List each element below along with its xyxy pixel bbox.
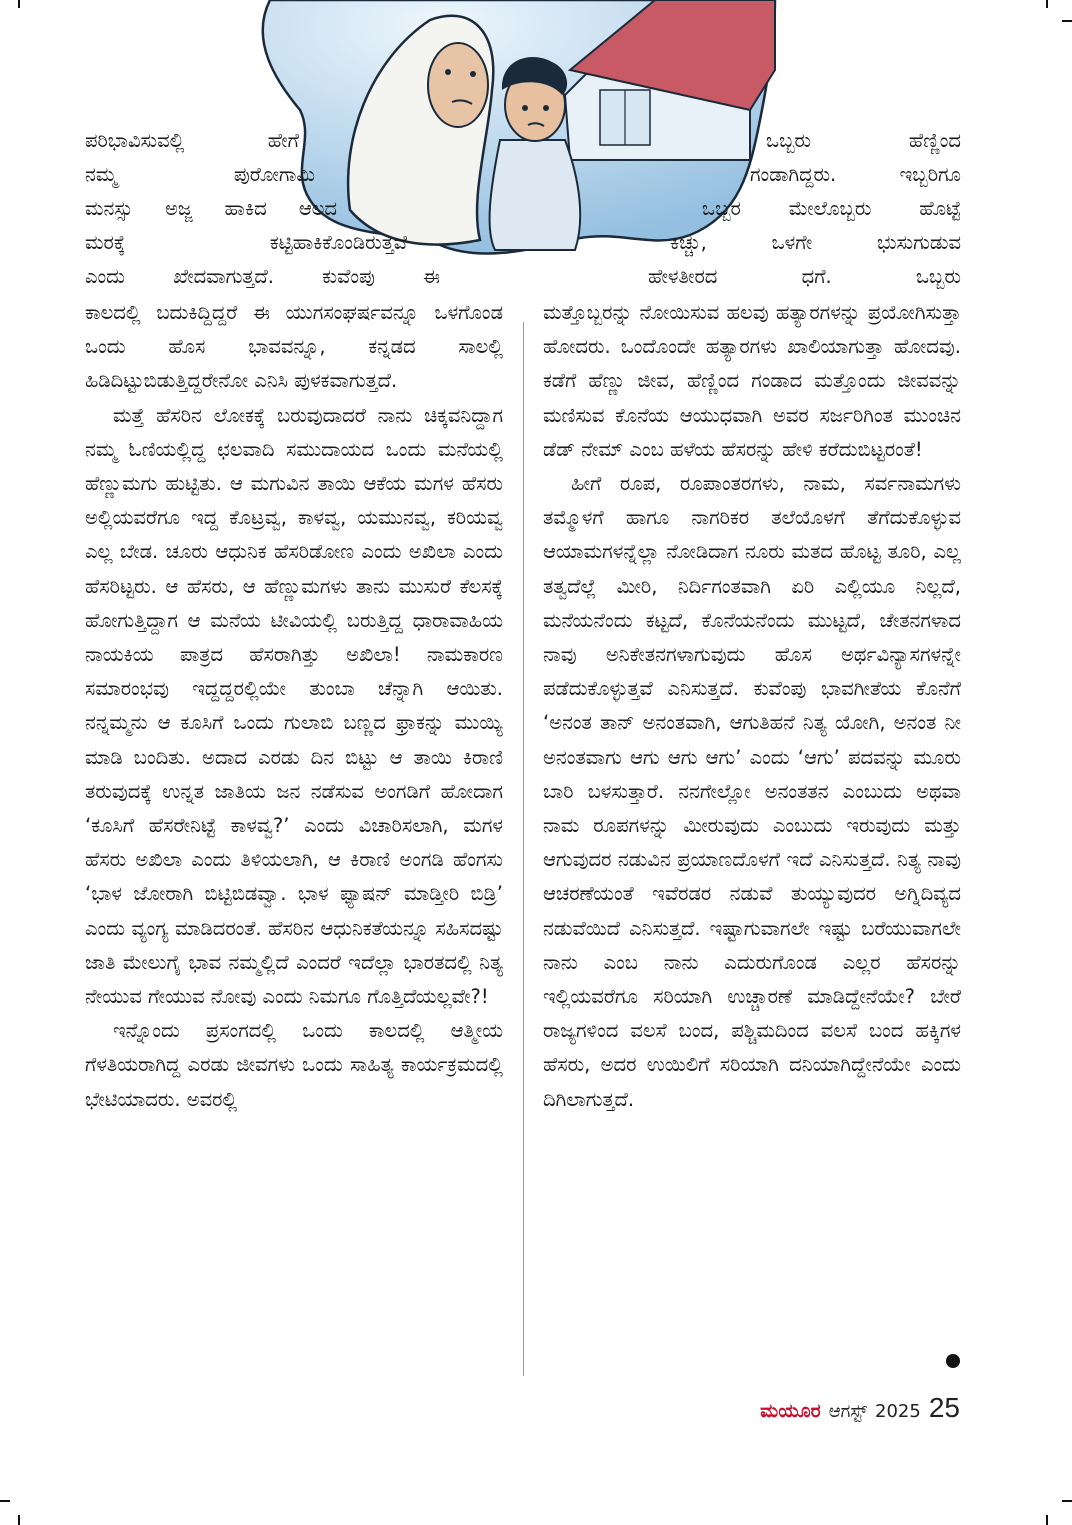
right-top-line: ಗಂಡಾಗಿದ್ದರು. ಇಬ್ಬರಿಗೂ bbox=[750, 163, 961, 186]
right-top-line: ಹೇಳತೀರದ ಧಗೆ. ಒಬ್ಬರು bbox=[648, 265, 961, 288]
paragraph: ಹೀಗೆ ರೂಪ, ರೂಪಾಂತರಗಳು, ನಾಮ, ಸರ್ವನಾಮಗಳು ತಮ್ಮೊಳಗೆ ಹಾಗೂ ನಾಗರಿಕರ ತಲೆಯೊಳಗೆ ತೆಗೆದುಕೊಳ್ಳುವ ಆಯಾಮಗಳನ್ನೆಲ್ಲಾ ನೋಡಿದಾಗ ನೂರು ಮತದ ಹೊಟ್ಟ ತೂರಿ, ಎಲ್ಲ ತತ್ವದೆಲ್ಲೆ ಮೀರಿ, ನಿರ್ದಿಗಂತವಾಗಿ ಏರಿ ಎಲ್ಲಿಯೂ ನಿಲ್ಲದೆ, ಮನೆಯನೆಂದು ಕಟ್ಟದೆ, ಕೊನೆಯನೆಂದು ಮುಟ್ಟದೆ, ಚೇತನಗಳಾದ ನಾವು ಅನಿಕೇತನಗಳಾಗುವುದು ಹೊಸ ಅರ್ಥವಿನ್ಯಾಸಗಳನ್ನೇ ಪಡೆದುಕೊಳ್ಳುತ್ತವೆ ಎನಿಸುತ್ತದೆ. ಕುವೆಂಪು ಭಾವಗೀತೆಯ ಕೊನೆಗೆ ‘ಅನಂತ ತಾನ್ ಅನಂತವಾಗಿ, ಆಗುತಿಹನೆ ನಿತ್ಯ ಯೋಗಿ, ಅನಂತ ನೀ ಅನಂತವಾಗು ಆಗು ಆಗು ಆಗು’ ಎಂದು ‘ಆಗು’ ಪದವನ್ನು ಮೂರು ಬಾರಿ ಬಳಸುತ್ತಾರೆ. ನನಗೇಲ್ಲೋ ಅನಂತತನ ಎಂಬುದು ಅಥವಾ ನಾಮ ರೂಪಗಳನ್ನು ಮೀರುವುದು ಎಂಬುದು ಇರುವುದು ಮತ್ತು ಆಗುವುದರ ನಡುವಿನ ಪ್ರಯಾಣದೊಳಗೆ ಇದೆ ಎನಿಸುತ್ತದೆ. ನಿತ್ಯ ನಾವು ಆಚರಣೆಯಂತೆ ಇವೆರಡರ ನಡುವೆ ತುಯ್ಯುವುದರ ಅಗ್ನಿದಿವ್ಯದ ನಡುವೆಯಿದೆ ಎನಿಸುತ್ತದೆ. ಇಷ್ಟಾಗುವಾಗಲೇ ಇಷ್ಟು ಬರೆಯುವಾಗಲೇ ನಾನು ಎಂಬ ನಾನು ಎದುರುಗೊಂಡ ಎಲ್ಲರ ಹೆಸರನ್ನು ಇಲ್ಲಿಯವರೆಗೂ ಸರಿಯಾಗಿ ಉಚ್ಚಾರಣೆ ಮಾಡಿದ್ದೇನೆಯೇ? ಬೇರೆ ರಾಜ್ಯಗಳಿಂದ ವಲಸೆ ಬಂದ, ಪಶ್ಚಿಮದಿಂದ ವಲಸೆ ಬಂದ ಹಕ್ಕಿಗಳ ಹೆಸರು, ಅದರ ಉಯಿಲಿಗೆ ಸರಿಯಾಗಿ ದನಿಯಾಗಿದ್ದೇನೆಯೇ ಎಂದು ದಿಗಿಲಾಗುತ್ತದೆ. bbox=[543, 472, 961, 1111]
end-bullet-icon bbox=[946, 1354, 960, 1368]
paragraph: ಇನ್ನೊಂದು ಪ್ರಸಂಗದಲ್ಲಿ ಒಂದು ಕಾಲದಲ್ಲಿ ಆತ್ಮೀಯ ಗೆಳತಿಯರಾಗಿದ್ದ ಎರಡು ಜೀವಗಳು ಒಂದು ಸಾಹಿತ್ಯ ಕಾರ್ಯಕ್ರಮದಲ್ಲಿ ಭೇಟಿಯಾದರು. ಅವರಲ್ಲಿ bbox=[85, 1019, 503, 1111]
right-top-line: ಒಬ್ಬರ ಮೇಲೊಬ್ಬರು ಹೊಟ್ಟೆ bbox=[702, 197, 961, 220]
left-top-line: ನಮ್ಮ ಪುರೋಗಾಮಿ bbox=[85, 163, 315, 186]
crop-mark bbox=[18, 0, 20, 8]
page-footer bbox=[760, 1392, 960, 1424]
crop-mark bbox=[1046, 0, 1048, 8]
crop-mark bbox=[1046, 1515, 1048, 1525]
left-top-line: ಪರಿಭಾವಿಸುವಲ್ಲಿ ಹೇಗೆ bbox=[85, 129, 299, 152]
issue-month: ಆಗಸ್ಟ್ bbox=[828, 1401, 868, 1422]
column-divider bbox=[523, 322, 524, 1376]
right-column bbox=[543, 296, 961, 1117]
crop-mark bbox=[18, 1515, 20, 1525]
left-top-line: ಮರಕ್ಕೆ ಕಟ್ಟಿಹಾಕಿಕೊಂಡಿರುತ್ತವೆ bbox=[85, 231, 407, 254]
crop-mark bbox=[1062, 1500, 1072, 1502]
crop-mark bbox=[0, 1500, 10, 1502]
paragraph: ಮತ್ತೊಬ್ಬರನ್ನು ನೋಯಿಸುವ ಹಲವು ಹತ್ಯಾರಗಳನ್ನು ಪ್ರಯೋಗಿಸುತ್ತಾ ಹೋದರು. ಒಂದೊಂದೇ ಹತ್ಯಾರಗಳು ಖಾಲಿಯಾಗುತ್ತಾ ಹೋದವು. ಕಡೆಗೆ ಹೆಣ್ಣು ಜೀವ, ಹೆಣ್ಣಿಂದ ಗಂಡಾದ ಮತ್ತೊಂದು ಜೀವವನ್ನು ಮಣಿಸುವ ಕೊನೆಯ ಆಯುಧವಾಗಿ ಅವರ ಸರ್ಜರಿಗಿಂತ ಮುಂಚಿನ ಡೆಡ್ ನೇಮ್ ಎಂಬ ಹಳೆಯ ಹೆಸರನ್ನು ಹೇಳಿ ಕರೆದುಬಿಟ್ಟರಂತೆ! bbox=[543, 301, 961, 461]
right-top-line: ಒಬ್ಬರು ಹೆಣ್ಣಿಂದ bbox=[766, 129, 961, 152]
left-top-line: ಎಂದು ಖೇದವಾಗುತ್ತದೆ. ಕುವೆಂಪು ಈ bbox=[85, 265, 440, 288]
crop-mark bbox=[1062, 20, 1072, 22]
page-number: 25 bbox=[928, 1392, 960, 1423]
magazine-logo: ಮಯೂರ bbox=[760, 1400, 821, 1422]
right-top-line: ಕಿಚ್ಚು, ಒಳಗೇ ಭುಸುಗುಡುವ bbox=[670, 231, 961, 254]
issue-year: 2025 bbox=[875, 1401, 921, 1422]
left-column bbox=[85, 296, 503, 1117]
paragraph: ಕಾಲದಲ್ಲಿ ಬದುಕಿದ್ದಿದ್ದರೆ ಈ ಯುಗಸಂಘರ್ಷವನ್ನೂ ಒಳಗೊಂಡ ಒಂದು ಹೊಸ ಭಾವವನ್ನೂ, ಕನ್ನಡದ ಸಾಲಲ್ಲಿ ಹಿಡಿದಿಟ್ಟುಬಿಡುತ್ತಿದ್ದರೇನೋ ಎನಿಸಿ ಪುಳಕವಾಗುತ್ತದೆ. bbox=[85, 301, 503, 393]
left-top-line: ಮನಸ್ಸು ಅಜ್ಜ ಹಾಕಿದ ಆಲದ bbox=[85, 197, 337, 220]
paragraph: ಮತ್ತೆ ಹೆಸರಿನ ಲೋಕಕ್ಕೆ ಬರುವುದಾದರೆ ನಾನು ಚಿಕ್ಕವನಿದ್ದಾಗ ನಮ್ಮ ಓಣಿಯಲ್ಲಿದ್ದ ಛಲವಾದಿ ಸಮುದಾಯದ ಒಂದು ಮನೆಯಲ್ಲಿ ಹೆಣ್ಣುಮಗು ಹುಟ್ಟಿತು. ಆ ಮಗುವಿನ ತಾಯಿ ಆಕೆಯ ಮಗಳ ಹೆಸರು ಅಲ್ಲಿಯವರೆಗೂ ಇದ್ದ ಕೊಟ್ರವ್ವ, ಕಾಳವ್ವ, ಯಮುನವ್ವ, ಕರಿಯವ್ವ ಎಲ್ಲ ಬೇಡ. ಚೂರು ಆಧುನಿಕ ಹೆಸರಿಡೋಣ ಎಂದು ಅಖಿಲಾ ಎಂದು ಹೆಸರಿಟ್ಟರು. ಆ ಹೆಸರು, ಆ ಹೆಣ್ಣುಮಗಳು ತಾನು ಮುಸುರೆ ಕೆಲಸಕ್ಕೆ ಹೋಗುತ್ತಿದ್ದಾಗ ಆ ಮನೆಯ ಟೀವಿಯಲ್ಲಿ ಬರುತ್ತಿದ್ದ ಧಾರಾವಾಹಿಯ ನಾಯಕಿಯ ಪಾತ್ರದ ಹೆಸರಾಗಿತ್ತು ಅಖಿಲಾ! ನಾಮಕಾರಣ ಸಮಾರಂಭವು ಇದ್ದದ್ದರಲ್ಲಿಯೇ ತುಂಬಾ ಚೆನ್ನಾಗಿ ಆಯಿತು. ನನ್ನಮ್ಮನು ಆ ಕೂಸಿಗೆ ಒಂದು ಗುಲಾಬಿ ಬಣ್ಣದ ಫ್ರಾಕನ್ನು ಮುಯ್ಯಿ ಮಾಡಿ ಬಂದಿತು. ಅದಾದ ಎರಡು ದಿನ ಬಿಟ್ಟು ಆ ತಾಯಿ ಕಿರಾಣಿ ತರುವುದಕ್ಕೆ ಉನ್ನತ ಜಾತಿಯ ಜನ ನಡೆಸುವ ಅಂಗಡಿಗೆ ಹೋದಾಗ ‘ಕೂಸಿಗೆ ಹೆಸರೇನಿಟ್ಟೆ ಕಾಳವ್ವ?’ ಎಂದು ವಿಚಾರಿಸಲಾಗಿ, ಮಗಳ ಹೆಸರು ಅಖಿಲಾ ಎಂದು ತಿಳಿಯಲಾಗಿ, ಆ ಕಿರಾಣಿ ಅಂಗಡಿ ಹೆಂಗಸು ‘ಭಾಳ ಜೋರಾಗಿ ಬಿಟ್ಟಿಬಿಡವ್ವಾ. ಭಾಳ ಫ್ಯಾಷನ್ ಮಾಡ್ತೀರಿ ಬಿಡ್ರಿ’ ಎಂದು ವ್ಯಂಗ್ಯ ಮಾಡಿದರಂತೆ. ಹೆಸರಿನ ಆಧುನಿಕತೆಯನ್ನೂ ಸಹಿಸದಷ್ಟು ಜಾತಿ ಮೇಲುಗೈ ಭಾವ ನಮ್ಮಲ್ಲಿದೆ ಎಂದರೆ ಇದೆಲ್ಲಾ ಭಾರತದಲ್ಲಿ ನಿತ್ಯ ನೇಯುವ ಗೇಯುವ ನೋವು ಎಂದು ನಿಮಗೂ ಗೊತ್ತಿದೆಯಲ್ಲವೇ?! bbox=[85, 403, 503, 1009]
